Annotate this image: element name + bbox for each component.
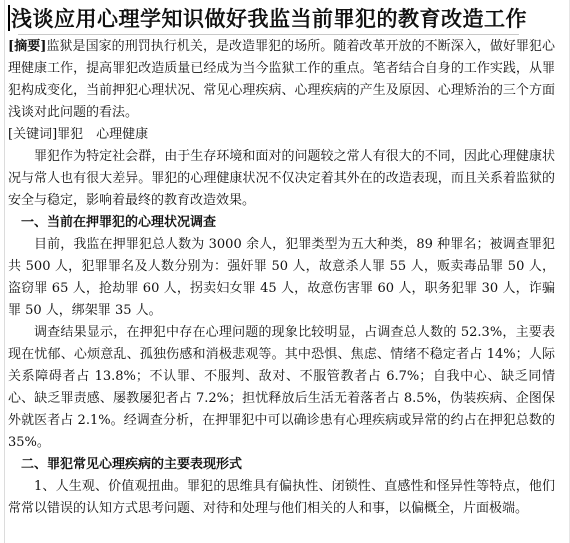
section1-paragraph-1[interactable]: 目前，我监在押罪犯总人数为 3000 余人，犯罪类型为五大种类，89 种罪名；被调查罪犯共 500 人，犯罪罪名及人数分别为：强奸罪 50 人，故意杀人罪 55 人，贩卖毒品罪 50 人，盗窃罪 65 人，抢劫罪 60 人，拐卖妇女罪 45 人，故意伤害罪 60 人，职务犯罪 30 人，诈骗罪 50 人，绑架罪 35 人。	[8, 237, 555, 318]
document-title[interactable]: 浅谈应用心理学知识做好我监当前罪犯的教育改造工作	[11, 6, 527, 31]
abstract-label: [摘要]	[8, 39, 47, 54]
keywords-text: 罪犯 心理健康	[57, 127, 149, 142]
section1-paragraph-2[interactable]: 调查结果显示，在押犯中存在心理问题的现象比较明显，占调查总人数的 52.3%，主要表现在忧郁、心烦意乱、孤独伤感和消极悲观等。其中恐惧、焦虑、情绪不稳定者占 14%；人际关系障碍者占 13.8%；不认罪、不服判、敌对、不服管教者占 6.7%；自我中心、缺乏同情心、缺乏罪责感、屡教屡犯者占 7.2%；担忧释放后生活无着落者占 8.5%，伪装疾病、企图保外就医者占 2.1%。经调查分析，在押罪犯中可以确诊患有心理疾病或异常的约占在押犯总数的 35%。	[8, 325, 555, 450]
text-cursor	[8, 5, 10, 31]
keywords-label: [关键词]	[8, 127, 58, 142]
document-body[interactable]	[8, 36, 555, 520]
intro-paragraph[interactable]: 罪犯作为特定社会群，由于生存环境和面对的问题较之常人有很大的不同，因此心理健康状况与常人也有很大差异。罪犯的心理健康状况不仅决定着其外在的改造表现，而且关系着监狱的安全与稳定，影响着最终的教育改造效果。	[8, 149, 555, 208]
section2-heading[interactable]: 二、罪犯常见心理疾病的主要表现形式	[21, 457, 243, 472]
section2-paragraph-1[interactable]: 1、人生观、价值观扭曲。罪犯的思维具有偏执性、闭锁性、直感性和怪异性等特点，他们常常以错误的认知方式思考问题、对待和处理与他们相关的人和事，以偏概全，片面极端。	[8, 479, 555, 516]
abstract-text: 监狱是国家的刑罚执行机关，是改造罪犯的场所。随着改革开放的不断深入，做好罪犯心理健康工作，提高罪犯改造质量已经成为当今监狱工作的重点。笔者结合自身的工作实践，从罪犯构成变化，当前押犯心理状况、常见心理疾病、心理疾病的产生及原因、心理矫治的三个方面浅谈对此问题的看法。	[8, 39, 555, 120]
section1-heading[interactable]: 一、当前在押罪犯的心理状况调查	[21, 215, 217, 230]
margin-rule	[4, 0, 5, 543]
keywords-paragraph[interactable]	[8, 124, 555, 146]
title-row	[8, 2, 555, 34]
abstract-paragraph[interactable]	[8, 36, 555, 124]
title-underline	[18, 34, 519, 35]
